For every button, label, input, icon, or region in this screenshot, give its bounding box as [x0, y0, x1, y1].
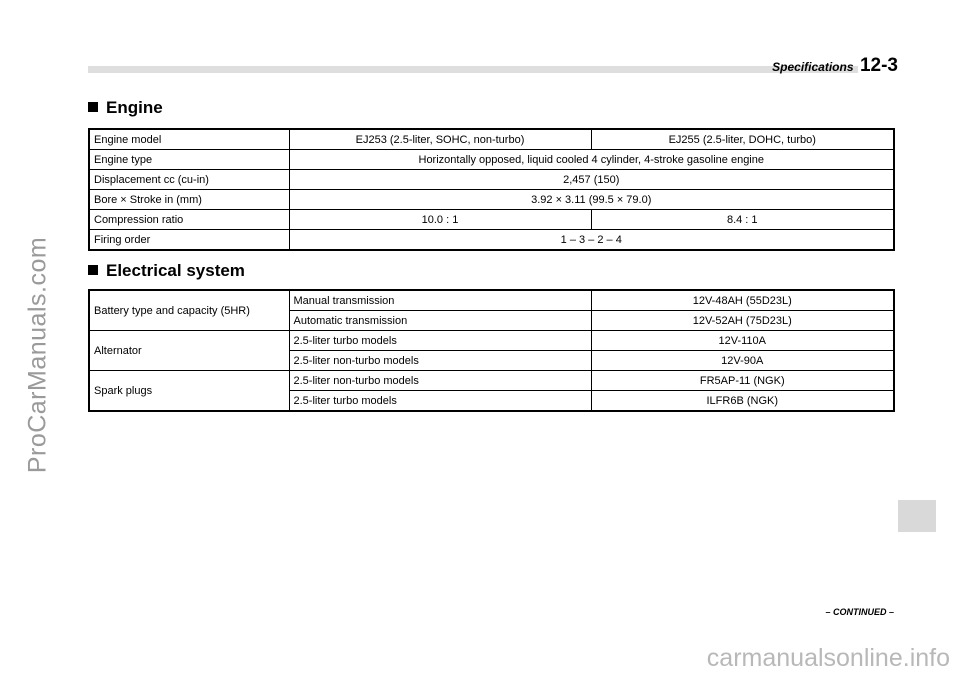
footer-watermark: carmanualsonline.info: [706, 644, 950, 672]
row-condition: 2.5-liter non-turbo models: [289, 351, 591, 371]
row-value: 12V-110A: [591, 331, 894, 351]
row-label: Engine type: [89, 150, 289, 170]
page-header: [772, 55, 898, 77]
row-condition: Manual transmission: [289, 290, 591, 311]
page-number: 12-3: [859, 55, 898, 76]
row-value: FR5AP-11 (NGK): [591, 371, 894, 391]
table-row: [89, 210, 894, 230]
engine-spec-table: [88, 128, 895, 251]
table-row: [89, 230, 894, 251]
side-watermark: [8, 0, 68, 678]
electrical-heading-text: Electrical system: [106, 261, 245, 280]
table-row: [89, 331, 894, 351]
electrical-heading: [88, 261, 245, 281]
square-bullet-icon: [88, 102, 98, 112]
table-row: [89, 129, 894, 150]
row-label: Compression ratio: [89, 210, 289, 230]
row-label: Alternator: [89, 331, 289, 371]
continued-note: – CONTINUED –: [825, 607, 894, 617]
engine-heading-text: Engine: [106, 98, 163, 117]
row-condition: 2.5-liter turbo models: [289, 391, 591, 412]
section-title: Specifications: [772, 60, 854, 74]
row-value: 3.92 × 3.11 (99.5 × 79.0): [289, 190, 894, 210]
electrical-spec-table: [88, 289, 895, 412]
row-value: 10.0 : 1: [289, 210, 591, 230]
row-condition: Automatic transmission: [289, 311, 591, 331]
table-row: [89, 190, 894, 210]
side-watermark-text: ProCarManuals.com: [23, 236, 52, 474]
row-value: 12V-48AH (55D23L): [591, 290, 894, 311]
row-label: Spark plugs: [89, 371, 289, 412]
row-value: ILFR6B (NGK): [591, 391, 894, 412]
table-row: [89, 290, 894, 311]
chapter-tab: [898, 500, 936, 532]
row-value: 12V-52AH (75D23L): [591, 311, 894, 331]
row-condition: 2.5-liter turbo models: [289, 331, 591, 351]
row-value: Horizontally opposed, liquid cooled 4 cylinder, 4-stroke gasoline engine: [289, 150, 894, 170]
row-value: 2,457 (150): [289, 170, 894, 190]
table-row: [89, 371, 894, 391]
table-row: [89, 150, 894, 170]
row-value: EJ253 (2.5-liter, SOHC, non-turbo): [289, 129, 591, 150]
row-label: Engine model: [89, 129, 289, 150]
row-value: 1 – 3 – 2 – 4: [289, 230, 894, 251]
row-label: Battery type and capacity (5HR): [89, 290, 289, 331]
row-value: EJ255 (2.5-liter, DOHC, turbo): [591, 129, 894, 150]
row-value: 12V-90A: [591, 351, 894, 371]
header-bar: [88, 66, 858, 73]
row-value: 8.4 : 1: [591, 210, 894, 230]
row-label: Firing order: [89, 230, 289, 251]
table-row: [89, 170, 894, 190]
row-condition: 2.5-liter non-turbo models: [289, 371, 591, 391]
engine-heading: [88, 98, 163, 118]
square-bullet-icon: [88, 265, 98, 275]
row-label: Bore × Stroke in (mm): [89, 190, 289, 210]
row-label: Displacement cc (cu-in): [89, 170, 289, 190]
